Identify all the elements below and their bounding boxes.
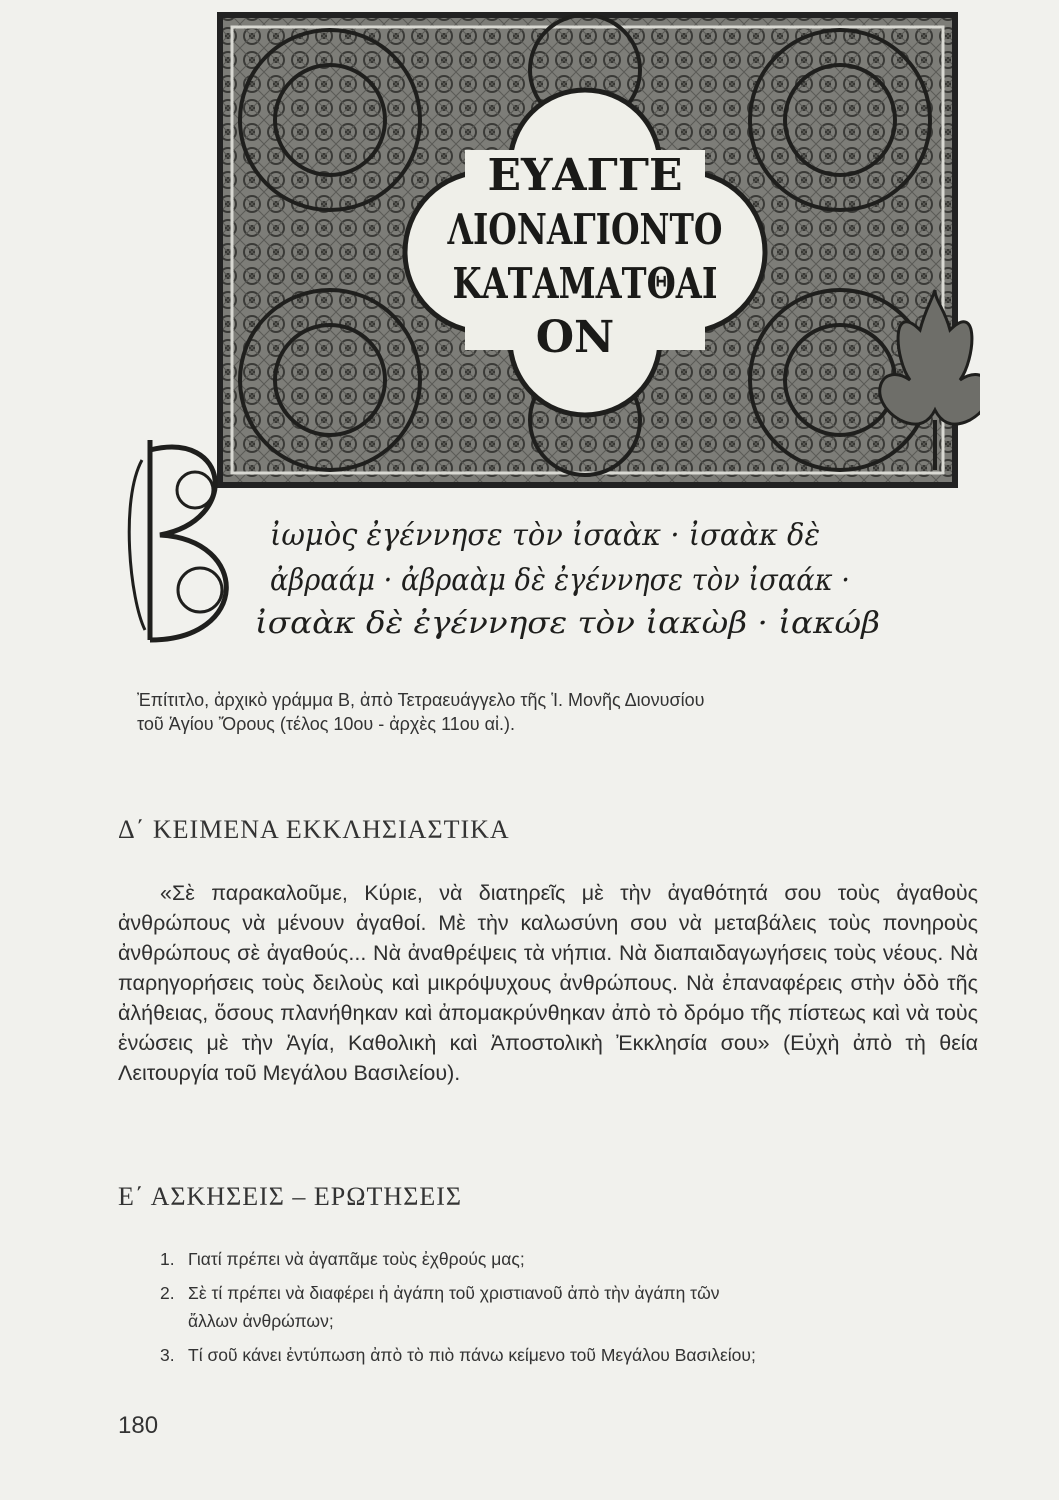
question-text: Γιατί πρέπει νὰ ἀγαπᾶμε τοὺς ἐχθρούς μας; [188, 1249, 525, 1269]
inscription-line-3: ΚΑΤΑΜΑΤΘΑΙ [452, 259, 718, 308]
inscription-line-4: ΟΝ [535, 312, 615, 363]
question-text-continued: ἄλλων ἀνθρώπων; [188, 1311, 334, 1331]
question-number: 1. [160, 1249, 175, 1269]
svg-text:Β: Β [178, 610, 179, 611]
question-text: Σὲ τί πρέπει νὰ διαφέρει ἡ ἀγάπη τοῦ χριστιανοῦ ἀπὸ τὴν ἀγάπη τῶν [188, 1283, 720, 1303]
inscription-line-1: ΕΥΑΓΓΕ [487, 150, 683, 201]
church-text-quote [118, 878, 978, 1088]
inscription-line-2: ΛΙΟΝΑΓΙΟΝΤΟ [446, 205, 723, 254]
question-text: Τί σοῦ κάνει ἐντύπωση ἀπὸ τὸ πιὸ πάνω κείμενο τοῦ Μεγάλου Βασιλείου; [188, 1345, 756, 1365]
figure-caption [137, 688, 967, 736]
manuscript-illustration [120, 0, 980, 680]
section-d-heading: Δ΄ ΚΕΙΜΕΝΑ ΕΚΚΛΗΣΙΑΣΤΙΚΑ [118, 815, 510, 844]
caption-line-1: Ἐπίτιτλο, ἀρχικὸ γράμμα Β, ἀπὸ Τετραευάγγελο τῆς Ἱ. Μονῆς Διονυσίου [137, 690, 705, 710]
section-e-heading: Ε΄ ΑΣΚΗΣΕΙΣ – ΕΡΩΤΗΣΕΙΣ [118, 1182, 463, 1211]
question-item [160, 1341, 980, 1369]
questions-list [160, 1245, 980, 1375]
manuscript-line-3: ἰσαὰκ δὲ ἐγέννησε τὸν ἰακὼβ · ἰακώβ [255, 606, 880, 641]
question-number: 3. [160, 1345, 175, 1365]
caption-line-2: τοῦ Ἁγίου Ὄρους (τέλος 10ου - ἀρχὲς 11ου αἰ.). [137, 714, 516, 734]
initial-letter-b [129, 440, 226, 640]
manuscript-line-1: ἰωμὸς ἐγέννησε τὸν ἰσαὰκ · ἰσαὰκ δὲ [270, 518, 820, 553]
quote-text: «Σὲ παρακαλοῦμε, Κύριε, νὰ διατηρεῖς μὲ τὴν ἀγαθότητά σου τοὺς ἀγαθοὺς ἀνθρώπους νὰ μένουν ἀγαθοί. Μὲ τὴν καλωσύνη σου νὰ μεταβάλεις τοὺς πονηροὺς ἀνθρώπους σὲ ἀγαθούς... Νὰ ἀναθρέψεις τὰ νήπια. Νὰ διαπαιδαγωγήσεις τοὺς νέους. Νὰ παρηγορήσεις τοὺς δειλοὺς καὶ μικρόψυχους ἀνθρώπους. Νὰ ἐπαναφέρεις στὴν ὁδὸ τῆς ἀλήθειας, ὅσους πλανήθηκαν καὶ ἀπομακρύνθηκαν ἀπὸ τὸ δρόμο τῆς πίστεως καὶ νὰ τοὺς ἑνώσεις μὲ τὴν Ἁγία, Καθολικὴ καὶ Ἀποστολικὴ Ἐκκλησία σου» (Εὐχὴ ἀπὸ τὴ θεία Λειτουργία τοῦ Μεγάλου Βασιλείου). [118, 881, 978, 1085]
page-number: 180 [118, 1412, 159, 1439]
question-item [160, 1245, 980, 1273]
question-item [160, 1279, 980, 1335]
question-number: 2. [160, 1283, 175, 1303]
manuscript-line-2: ἀβραάμ · ἀβραὰμ δὲ ἐγέννησε τὸν ἰσαάκ · [270, 563, 850, 598]
